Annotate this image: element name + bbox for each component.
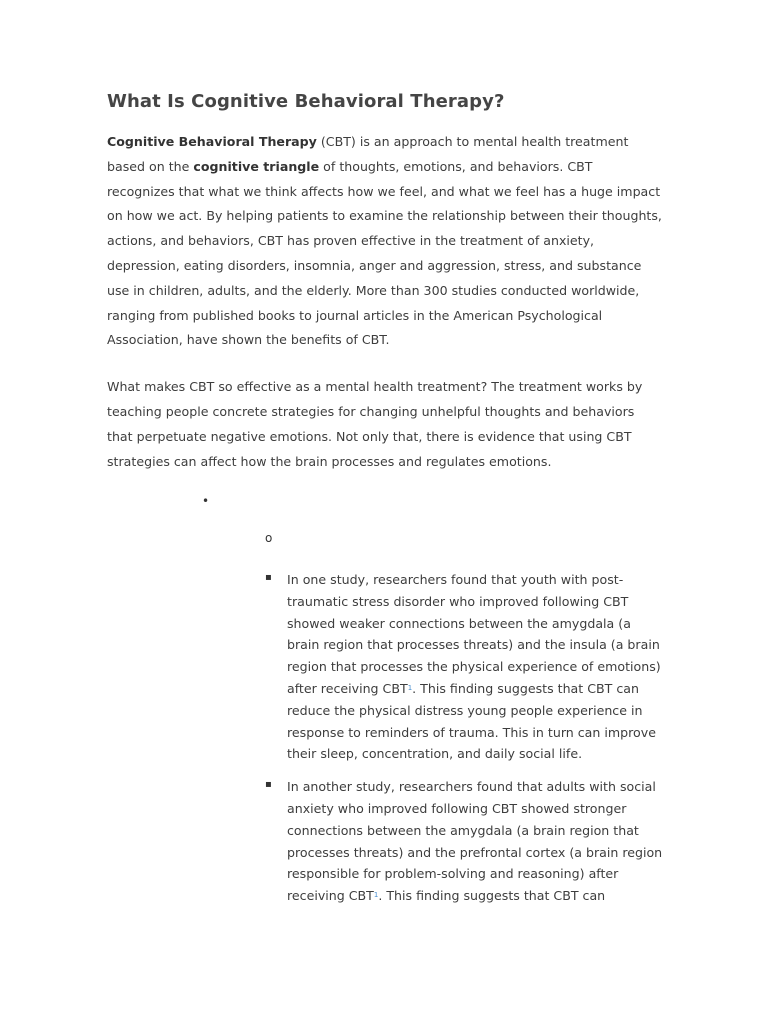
- intro-text-2: of thoughts, emotions, and behaviors. CBT recognizes that what we think affects how we feel, and what we feel has a huge impact on how we act. By helping patients to examine the relationship between their thoughts, actions, and behaviors, CBT has proven effective in the treatment of anxiety, depression, eating disorders, insomnia, anger and aggression, stress, and substance use in children, adults, and the elderly. More than 300 studies conducted worldwide, ranging from published books to journal articles in the American Psychological Association, have shown the benefits of CBT.: [107, 158, 662, 348]
- cognitive-triangle-term: cognitive triangle: [193, 158, 320, 174]
- study-text-continued: . This finding suggests that CBT can reduce the physical distress young people experience in response to reminders of trauma. This in turn can improve their sleep, concentration, and daily social life.: [287, 680, 656, 762]
- study-text: In another study, researchers found that adults with social anxiety who improved following CBT showed stronger connections between the amygdala (a brain region that processes threats) and the prefrontal cortex (a brain region responsible for problem-solving and reasoning) after receiving CBT: [287, 779, 663, 904]
- effectiveness-paragraph: What makes CBT so effective as a mental health treatment? The treatment works by teaching people concrete strategies for changing unhelpful thoughts and behaviors that perpetuate negative emotions. Not only that, there is evidence that using CBT strategies can affect how the brain processes and regulates emotions.: [107, 379, 643, 469]
- article: [107, 88, 663, 474]
- citation-link[interactable]: 1: [373, 891, 379, 900]
- page-title: What Is Cognitive Behavioral Therapy?: [107, 91, 505, 112]
- bullet-disc-icon: •: [202, 494, 210, 508]
- list-item: [265, 776, 665, 907]
- bullet-square-icon: ▪: [265, 572, 272, 583]
- citation-link[interactable]: 1: [407, 683, 413, 692]
- study-text-continued: . This finding suggests that CBT can: [378, 888, 606, 904]
- study-text: In one study, researchers found that youth with post-traumatic stress disorder who improved following CBT showed weaker connections between the amygdala (a brain region that processes threats) and the insula (a brain region that processes the physical experience of emotions) after receiving CBT: [287, 572, 661, 696]
- list-item: [265, 569, 665, 765]
- cbt-term: Cognitive Behavioral Therapy: [107, 134, 317, 149]
- bullet-circle-icon: o: [265, 531, 273, 545]
- intro-paragraph: [107, 130, 663, 353]
- bullet-square-icon: ▪: [265, 779, 272, 791]
- study-list: [265, 569, 665, 918]
- intro-text-1: (CBT) is an approach to mental health treatment based on the: [107, 134, 629, 174]
